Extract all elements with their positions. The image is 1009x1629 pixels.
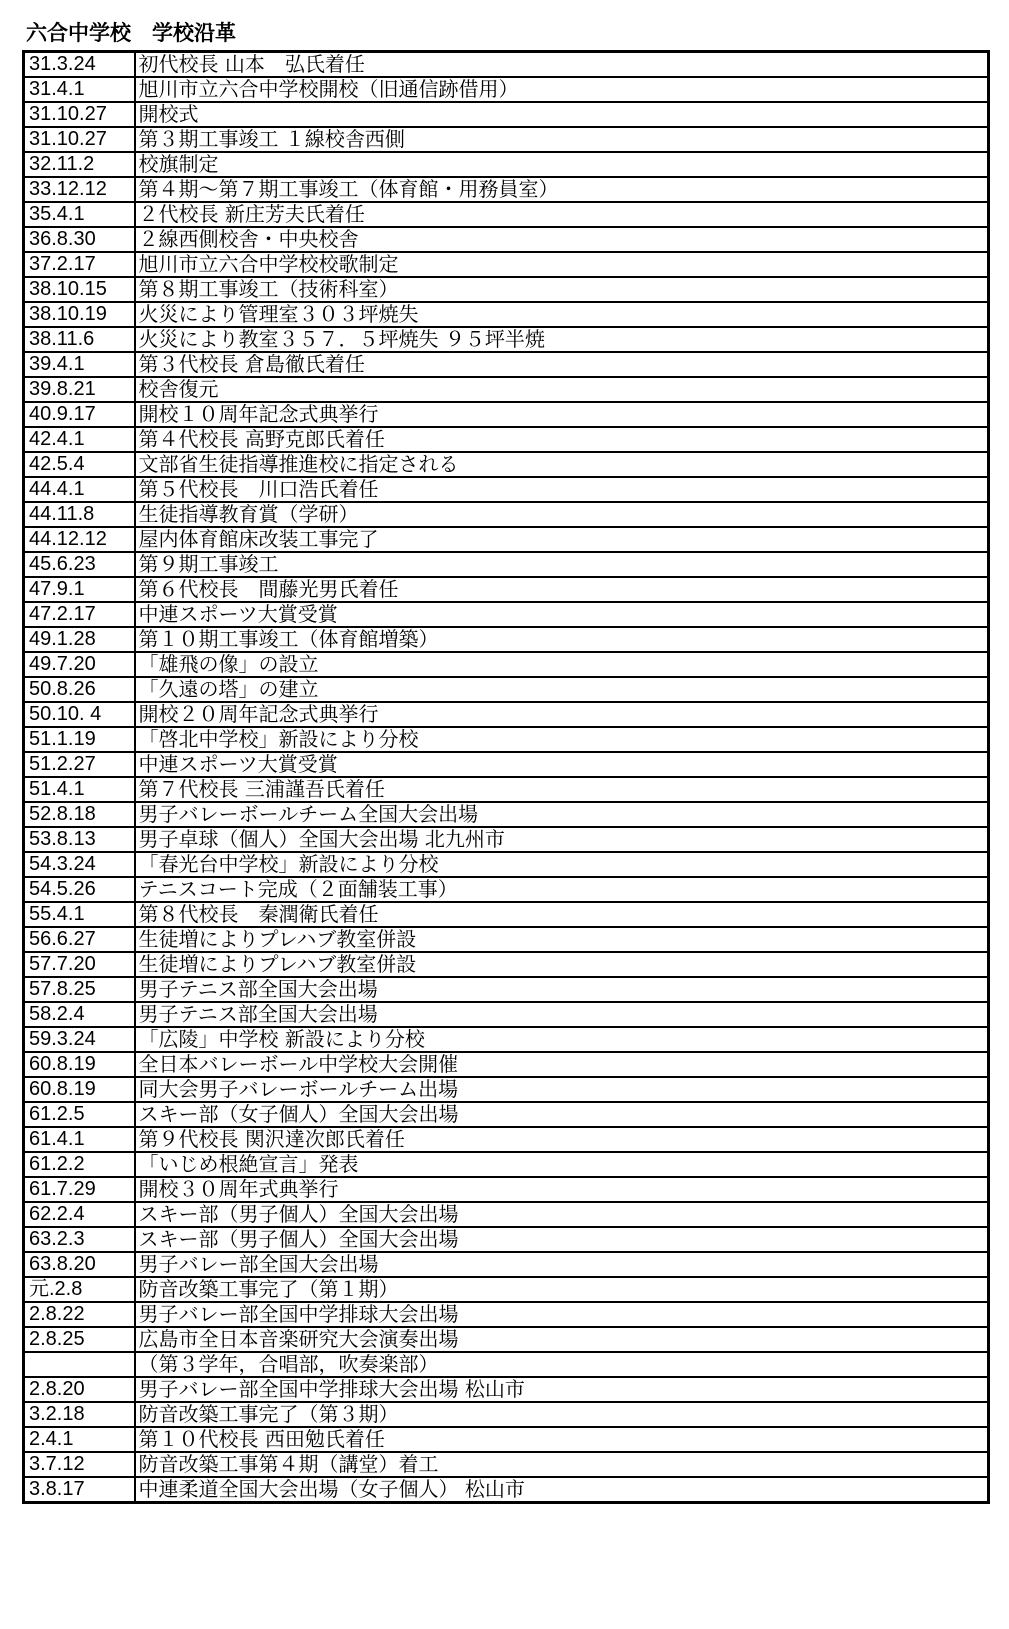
event-cell: 第４期～第７期工事竣工（体育館・用務員室） bbox=[135, 177, 989, 202]
table-row bbox=[24, 677, 989, 702]
event-cell: 中連スポーツ大賞受賞 bbox=[135, 752, 989, 777]
table-row bbox=[24, 1327, 989, 1352]
table-row bbox=[24, 452, 989, 477]
date-cell: 42.4.1 bbox=[24, 427, 135, 452]
event-cell: 開校式 bbox=[135, 102, 989, 127]
document-title: 六合中学校 学校沿革 bbox=[26, 21, 236, 45]
date-cell: 61.2.2 bbox=[24, 1152, 135, 1177]
date-cell: 60.8.19 bbox=[24, 1077, 135, 1102]
table-row bbox=[24, 377, 989, 402]
event-cell: 第７代校長 三浦謹吾氏着任 bbox=[135, 777, 989, 802]
date-cell: 63.2.3 bbox=[24, 1227, 135, 1252]
table-row bbox=[24, 102, 989, 127]
event-cell: 第１０期工事竣工（体育館増築） bbox=[135, 627, 989, 652]
date-cell: 54.3.24 bbox=[24, 852, 135, 877]
date-cell: 53.8.13 bbox=[24, 827, 135, 852]
date-cell: 49.1.28 bbox=[24, 627, 135, 652]
table-row bbox=[24, 402, 989, 427]
table-row bbox=[24, 202, 989, 227]
event-cell: テニスコート完成（２面舗装工事） bbox=[135, 877, 989, 902]
date-cell: 54.5.26 bbox=[24, 877, 135, 902]
event-cell: （第３学年，合唱部，吹奏楽部） bbox=[135, 1352, 989, 1377]
event-cell: 同大会男子バレーボールチーム出場 bbox=[135, 1077, 989, 1102]
event-cell: スキー部（男子個人）全国大会出場 bbox=[135, 1202, 989, 1227]
event-cell: 広島市全日本音楽研究大会演奏出場 bbox=[135, 1327, 989, 1352]
date-cell: 49.7.20 bbox=[24, 652, 135, 677]
table-row bbox=[24, 1452, 989, 1477]
event-cell: スキー部（男子個人）全国大会出場 bbox=[135, 1227, 989, 1252]
date-cell: 38.10.15 bbox=[24, 277, 135, 302]
date-cell: 61.2.5 bbox=[24, 1102, 135, 1127]
event-cell: 生徒増によりプレハブ教室併設 bbox=[135, 927, 989, 952]
date-cell: 元.2.8 bbox=[24, 1277, 135, 1302]
date-cell: 2.8.20 bbox=[24, 1377, 135, 1402]
event-cell: 第８期工事竣工（技術科室） bbox=[135, 277, 989, 302]
date-cell: 38.11.6 bbox=[24, 327, 135, 352]
table-row bbox=[24, 802, 989, 827]
table-row bbox=[24, 1027, 989, 1052]
event-cell: 「いじめ根絶宣言」発表 bbox=[135, 1152, 989, 1177]
table-row bbox=[24, 752, 989, 777]
table-row bbox=[24, 1227, 989, 1252]
event-cell: スキー部（女子個人）全国大会出場 bbox=[135, 1102, 989, 1127]
table-row bbox=[24, 627, 989, 652]
event-cell: 第６代校長 間藤光男氏着任 bbox=[135, 577, 989, 602]
event-cell: 男子バレーボールチーム全国大会出場 bbox=[135, 802, 989, 827]
event-cell: 全日本バレーボール中学校大会開催 bbox=[135, 1052, 989, 1077]
date-cell: 59.3.24 bbox=[24, 1027, 135, 1052]
event-cell: 第５代校長 川口浩氏着任 bbox=[135, 477, 989, 502]
table-row bbox=[24, 227, 989, 252]
event-cell: 男子バレー部全国大会出場 bbox=[135, 1252, 989, 1277]
date-cell: 31.10.27 bbox=[24, 127, 135, 152]
date-cell: 31.4.1 bbox=[24, 77, 135, 102]
date-cell: 60.8.19 bbox=[24, 1052, 135, 1077]
date-cell bbox=[24, 1352, 135, 1377]
date-cell: 31.3.24 bbox=[24, 52, 135, 78]
table-row bbox=[24, 77, 989, 102]
table-row bbox=[24, 577, 989, 602]
table-row bbox=[24, 1077, 989, 1102]
event-cell: ２代校長 新庄芳夫氏着任 bbox=[135, 202, 989, 227]
event-cell: 第８代校長 秦潤衛氏着任 bbox=[135, 902, 989, 927]
date-cell: 63.8.20 bbox=[24, 1252, 135, 1277]
table-row bbox=[24, 52, 989, 78]
date-cell: 2.8.22 bbox=[24, 1302, 135, 1327]
date-cell: 31.10.27 bbox=[24, 102, 135, 127]
history-table bbox=[22, 50, 990, 1504]
date-cell: 57.7.20 bbox=[24, 952, 135, 977]
table-row bbox=[24, 877, 989, 902]
event-cell: 開校１０周年記念式典挙行 bbox=[135, 402, 989, 427]
table-row bbox=[24, 302, 989, 327]
date-cell: 39.4.1 bbox=[24, 352, 135, 377]
date-cell: 3.2.18 bbox=[24, 1402, 135, 1427]
event-cell: 第４代校長 高野克郎氏着任 bbox=[135, 427, 989, 452]
date-cell: 42.5.4 bbox=[24, 452, 135, 477]
table-row bbox=[24, 1302, 989, 1327]
date-cell: 62.2.4 bbox=[24, 1202, 135, 1227]
event-cell: 男子バレー部全国中学排球大会出場 bbox=[135, 1302, 989, 1327]
date-cell: 35.4.1 bbox=[24, 202, 135, 227]
table-row bbox=[24, 602, 989, 627]
date-cell: 51.4.1 bbox=[24, 777, 135, 802]
event-cell: 男子テニス部全国大会出場 bbox=[135, 1002, 989, 1027]
event-cell: 第９代校長 関沢達次郎氏着任 bbox=[135, 1127, 989, 1152]
event-cell: 防音改築工事完了（第３期） bbox=[135, 1402, 989, 1427]
event-cell: 「広陵」中学校 新設により分校 bbox=[135, 1027, 989, 1052]
table-row bbox=[24, 1352, 989, 1377]
event-cell: 旭川市立六合中学校校歌制定 bbox=[135, 252, 989, 277]
table-row bbox=[24, 527, 989, 552]
date-cell: 40.9.17 bbox=[24, 402, 135, 427]
date-cell: 38.10.19 bbox=[24, 302, 135, 327]
table-row bbox=[24, 1177, 989, 1202]
table-row bbox=[24, 552, 989, 577]
table-row bbox=[24, 727, 989, 752]
date-cell: 47.2.17 bbox=[24, 602, 135, 627]
date-cell: 2.8.25 bbox=[24, 1327, 135, 1352]
date-cell: 51.1.19 bbox=[24, 727, 135, 752]
table-row bbox=[24, 327, 989, 352]
event-cell: 文部省生徒指導推進校に指定される bbox=[135, 452, 989, 477]
table-row bbox=[24, 1477, 989, 1503]
table-row bbox=[24, 477, 989, 502]
event-cell: 「春光台中学校」新設により分校 bbox=[135, 852, 989, 877]
table-row bbox=[24, 1202, 989, 1227]
event-cell: 中連スポーツ大賞受賞 bbox=[135, 602, 989, 627]
event-cell: 火災により管理室３０３坪焼失 bbox=[135, 302, 989, 327]
date-cell: 39.8.21 bbox=[24, 377, 135, 402]
date-cell: 47.9.1 bbox=[24, 577, 135, 602]
event-cell: 第９期工事竣工 bbox=[135, 552, 989, 577]
event-cell: 男子卓球（個人）全国大会出場 北九州市 bbox=[135, 827, 989, 852]
event-cell: 旭川市立六合中学校開校（旧通信跡借用） bbox=[135, 77, 989, 102]
history-table-body bbox=[24, 52, 989, 1503]
event-cell: 開校２０周年記念式典挙行 bbox=[135, 702, 989, 727]
table-row bbox=[24, 1002, 989, 1027]
table-row bbox=[24, 1102, 989, 1127]
date-cell: 55.4.1 bbox=[24, 902, 135, 927]
date-cell: 44.12.12 bbox=[24, 527, 135, 552]
event-cell: 校舎復元 bbox=[135, 377, 989, 402]
event-cell: 開校３０周年式典挙行 bbox=[135, 1177, 989, 1202]
table-row bbox=[24, 152, 989, 177]
event-cell: 初代校長 山本 弘氏着任 bbox=[135, 52, 989, 78]
date-cell: 33.12.12 bbox=[24, 177, 135, 202]
date-cell: 52.8.18 bbox=[24, 802, 135, 827]
event-cell: 中連柔道全国大会出場（女子個人） 松山市 bbox=[135, 1477, 989, 1503]
date-cell: 61.7.29 bbox=[24, 1177, 135, 1202]
event-cell: 防音改築工事完了（第１期） bbox=[135, 1277, 989, 1302]
event-cell: 校旗制定 bbox=[135, 152, 989, 177]
table-row bbox=[24, 702, 989, 727]
table-row bbox=[24, 1277, 989, 1302]
table-row bbox=[24, 927, 989, 952]
table-row bbox=[24, 1252, 989, 1277]
date-cell: 45.6.23 bbox=[24, 552, 135, 577]
date-cell: 61.4.1 bbox=[24, 1127, 135, 1152]
event-cell: 「啓北中学校」新設により分校 bbox=[135, 727, 989, 752]
date-cell: 58.2.4 bbox=[24, 1002, 135, 1027]
event-cell: 男子テニス部全国大会出場 bbox=[135, 977, 989, 1002]
table-row bbox=[24, 502, 989, 527]
table-row bbox=[24, 1427, 989, 1452]
table-row bbox=[24, 352, 989, 377]
date-cell: 44.11.8 bbox=[24, 502, 135, 527]
date-cell: 50.10. 4 bbox=[24, 702, 135, 727]
table-row bbox=[24, 977, 989, 1002]
date-cell: 32.11.2 bbox=[24, 152, 135, 177]
event-cell: 男子バレー部全国中学排球大会出場 松山市 bbox=[135, 1377, 989, 1402]
table-row bbox=[24, 952, 989, 977]
event-cell: 「久遠の塔」の建立 bbox=[135, 677, 989, 702]
event-cell: 防音改築工事第４期（講堂）着工 bbox=[135, 1452, 989, 1477]
table-row bbox=[24, 827, 989, 852]
date-cell: 44.4.1 bbox=[24, 477, 135, 502]
date-cell: 37.2.17 bbox=[24, 252, 135, 277]
event-cell: 火災により教室３５７．５坪焼失 ９５坪半焼 bbox=[135, 327, 989, 352]
table-row bbox=[24, 1127, 989, 1152]
event-cell: 第１０代校長 西田勉氏着任 bbox=[135, 1427, 989, 1452]
event-cell: 生徒増によりプレハブ教室併設 bbox=[135, 952, 989, 977]
table-row bbox=[24, 427, 989, 452]
table-row bbox=[24, 177, 989, 202]
event-cell: ２線西側校舎・中央校舎 bbox=[135, 227, 989, 252]
date-cell: 57.8.25 bbox=[24, 977, 135, 1002]
date-cell: 3.8.17 bbox=[24, 1477, 135, 1503]
date-cell: 50.8.26 bbox=[24, 677, 135, 702]
table-row bbox=[24, 902, 989, 927]
date-cell: 3.7.12 bbox=[24, 1452, 135, 1477]
table-row bbox=[24, 1377, 989, 1402]
event-cell: 屋内体育館床改装工事完了 bbox=[135, 527, 989, 552]
event-cell: 第３期工事竣工 １線校舎西側 bbox=[135, 127, 989, 152]
table-row bbox=[24, 1152, 989, 1177]
table-row bbox=[24, 1402, 989, 1427]
event-cell: 第３代校長 倉島徹氏着任 bbox=[135, 352, 989, 377]
event-cell: 生徒指導教育賞（学研） bbox=[135, 502, 989, 527]
table-row bbox=[24, 127, 989, 152]
table-row bbox=[24, 852, 989, 877]
date-cell: 2.4.1 bbox=[24, 1427, 135, 1452]
date-cell: 51.2.27 bbox=[24, 752, 135, 777]
table-row bbox=[24, 252, 989, 277]
event-cell: 「雄飛の像」の設立 bbox=[135, 652, 989, 677]
table-row bbox=[24, 1052, 989, 1077]
date-cell: 36.8.30 bbox=[24, 227, 135, 252]
table-row bbox=[24, 277, 989, 302]
table-row bbox=[24, 777, 989, 802]
date-cell: 56.6.27 bbox=[24, 927, 135, 952]
table-row bbox=[24, 652, 989, 677]
